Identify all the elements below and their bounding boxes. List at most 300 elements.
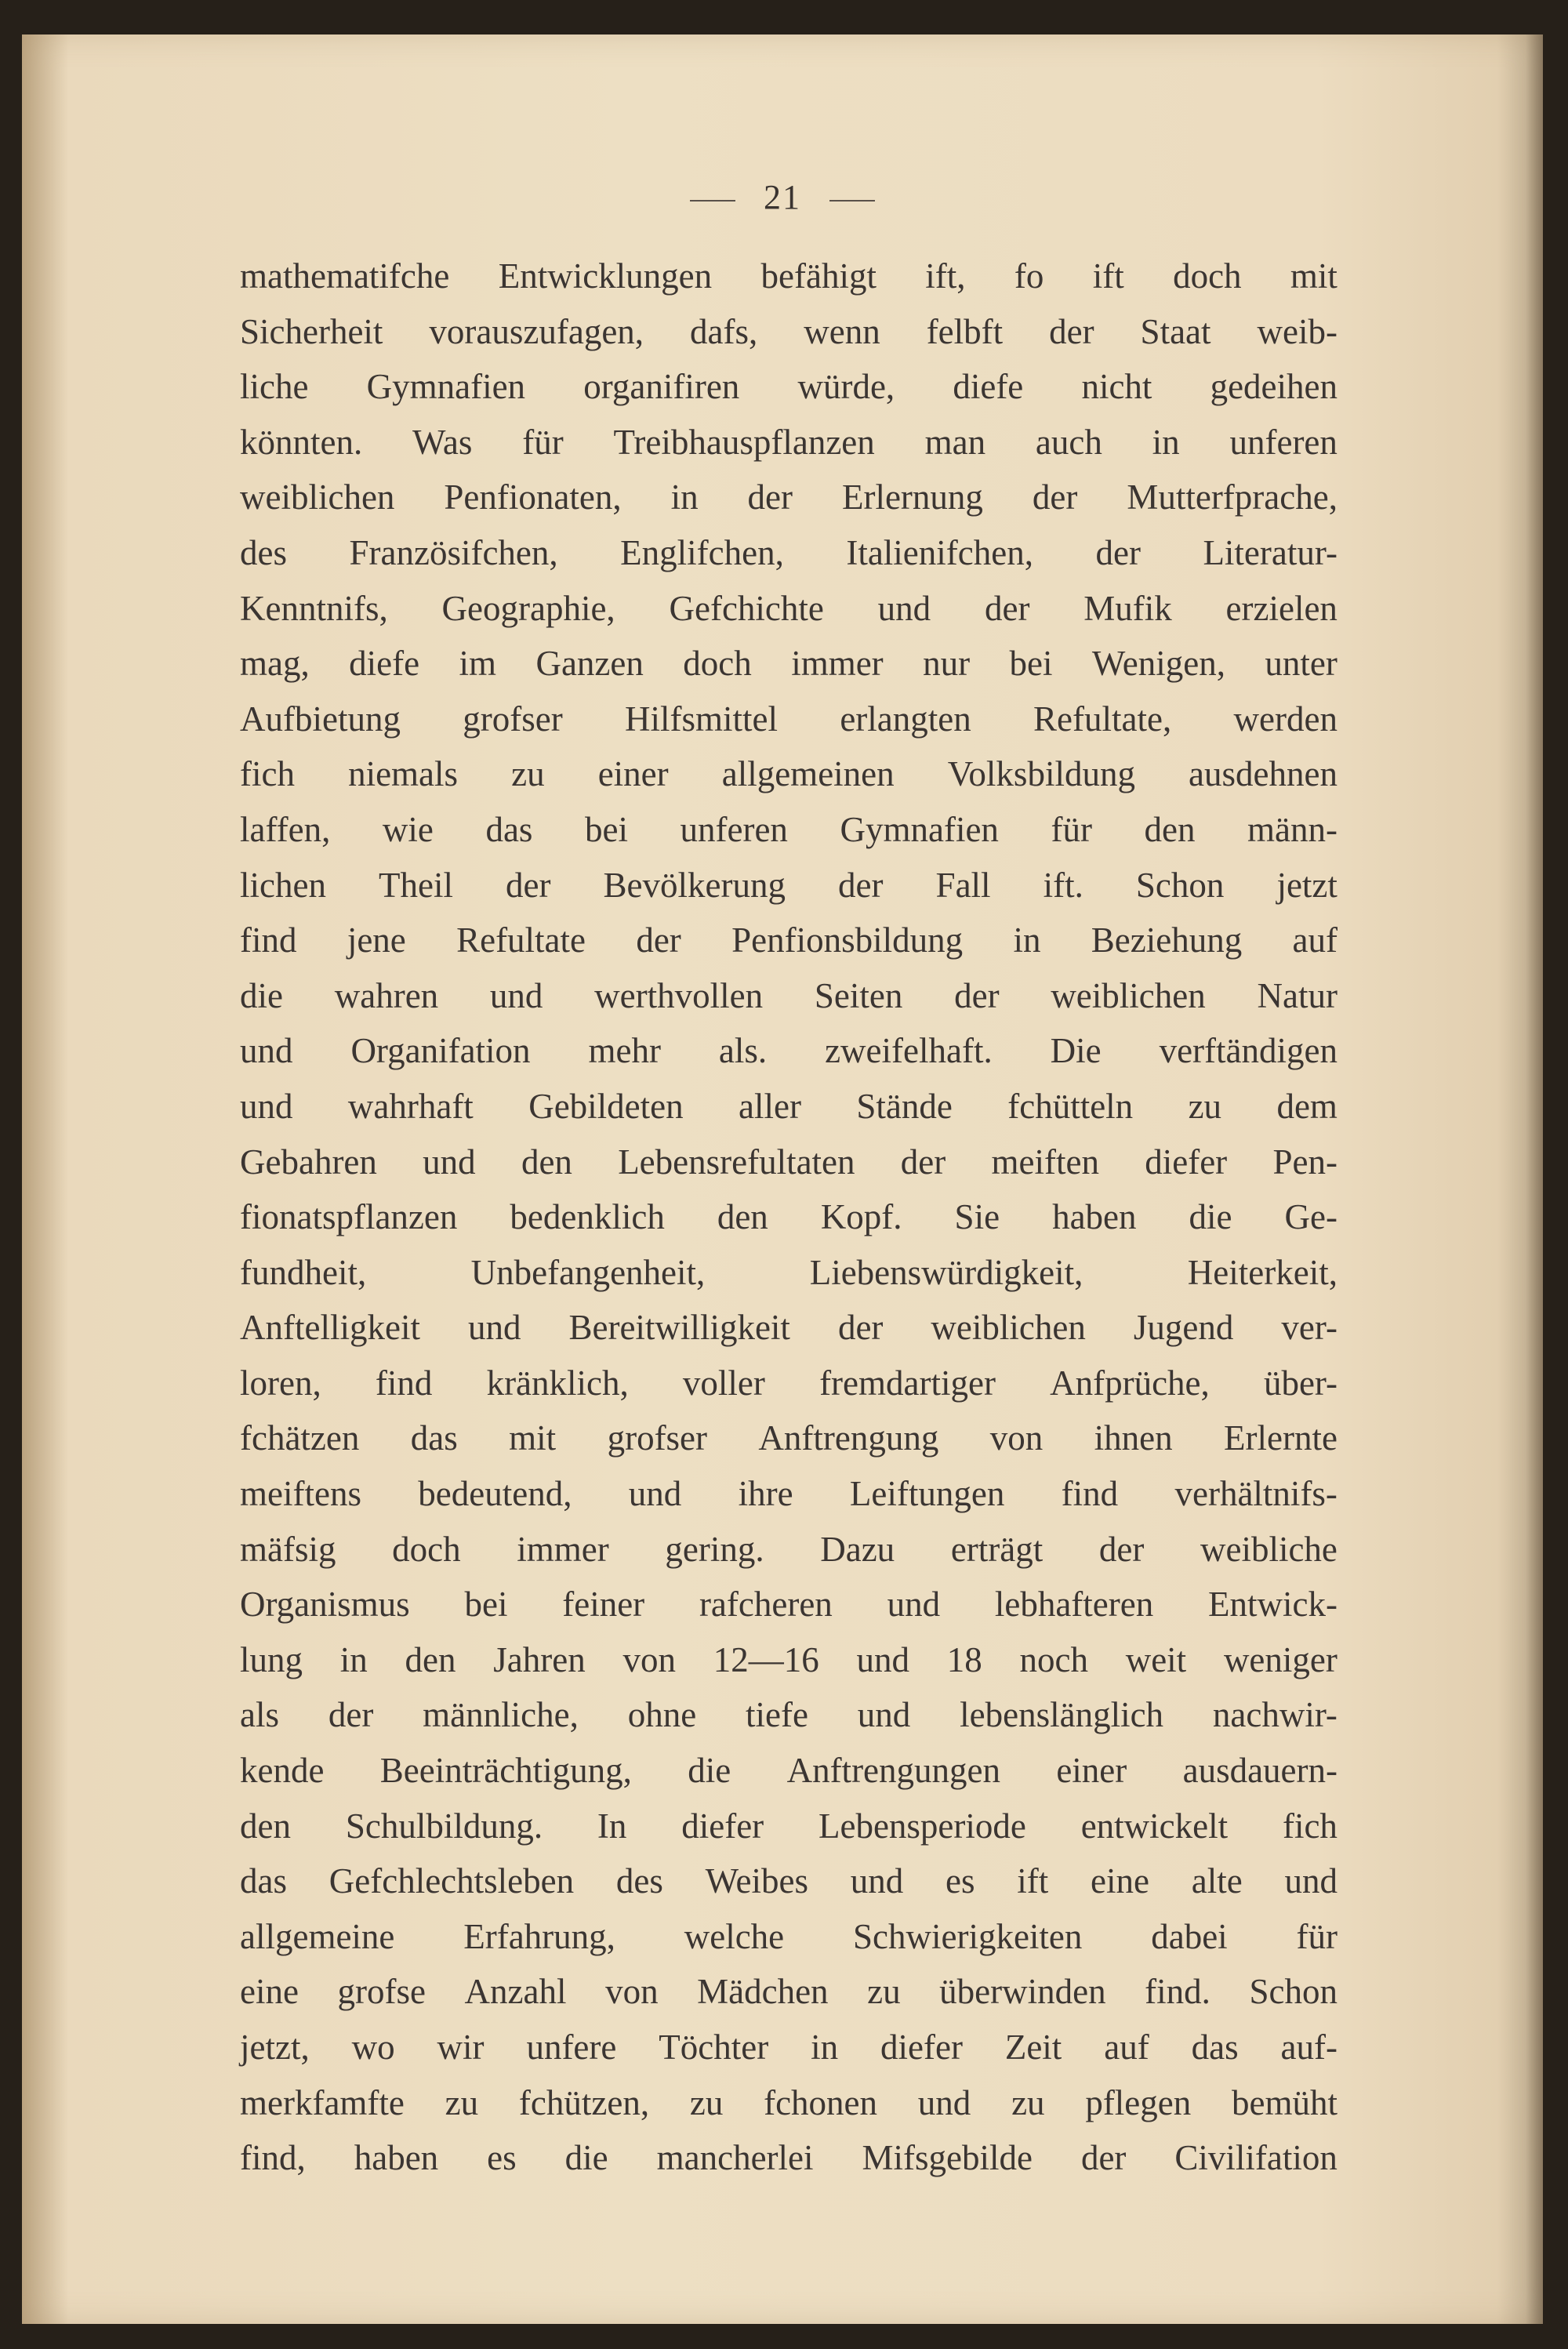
word: der (506, 865, 551, 905)
word: Schon (1249, 1972, 1338, 2012)
word: zu (1188, 1086, 1222, 1126)
word: Beziehung (1091, 920, 1243, 960)
word: Lebensperiode (818, 1806, 1026, 1846)
text-line (240, 1639, 1338, 1695)
word: bedenklich (510, 1197, 665, 1237)
text-line (240, 1252, 1338, 1308)
text-line (240, 1418, 1338, 1473)
word: und (628, 1474, 682, 1514)
text-line (240, 2137, 1338, 2193)
word: dafs, (690, 311, 758, 351)
word: fchütteln (1007, 1086, 1134, 1126)
word: bei (1009, 644, 1053, 684)
word: Töchter (659, 2028, 769, 2067)
word: Schwierigkeiten (852, 1916, 1083, 1956)
word: mit (509, 1418, 557, 1458)
word: unter (1265, 644, 1338, 684)
word: Gymnafien (366, 367, 526, 407)
page-number: 21 (764, 178, 801, 216)
word: Schulbildung. (345, 1806, 543, 1846)
word: für (1051, 809, 1092, 849)
word: erzielen (1225, 588, 1338, 628)
word: Leiftungen (849, 1474, 1005, 1514)
word: mag, (240, 644, 310, 684)
word: Lebensrefultaten (618, 1142, 855, 1182)
text-line (240, 532, 1338, 588)
word: Staat (1140, 311, 1211, 351)
word: fo (1014, 256, 1044, 296)
word: In (597, 1806, 627, 1846)
word: Natur (1257, 975, 1338, 1015)
text-line (240, 1142, 1338, 1197)
word: jene (347, 920, 406, 960)
word: mit (1290, 256, 1338, 296)
word: zu (511, 754, 545, 794)
word: niemals (348, 754, 459, 794)
word: organifiren (583, 367, 740, 407)
text-line (240, 643, 1338, 699)
word: Mufik (1083, 588, 1172, 628)
word: Refultate (456, 920, 586, 960)
word: von (622, 1639, 676, 1679)
word: find (375, 1363, 433, 1403)
text-line (240, 588, 1338, 644)
word: man (924, 422, 986, 462)
word: Refultate, (1033, 699, 1172, 739)
word: Hilfsmittel (625, 699, 779, 739)
word: in (1152, 422, 1180, 462)
word: der (1049, 311, 1094, 351)
word: zu (867, 1972, 901, 2012)
word: doch (392, 1529, 461, 1569)
word: überwinden (939, 1972, 1106, 2012)
word: haben (1052, 1197, 1137, 1237)
word: und (856, 1639, 909, 1679)
word: jetzt, (240, 2028, 310, 2067)
word: Pen- (1272, 1142, 1338, 1182)
word: weniger (1223, 1639, 1338, 1679)
word: Zeit (1004, 2028, 1062, 2067)
word: auf (1292, 920, 1338, 960)
header-dash-left (690, 200, 735, 201)
word: feiner (562, 1585, 645, 1625)
word: für (522, 422, 564, 462)
text-line (240, 1971, 1338, 2027)
word: liche (240, 367, 309, 407)
text-line (240, 975, 1338, 1031)
word: der (1098, 1529, 1145, 1569)
word: Anftrengung (758, 1418, 939, 1458)
word: wo (351, 2028, 395, 2067)
word: vorauszufagen, (429, 311, 644, 351)
word: und (1284, 1861, 1338, 1901)
word: wie (382, 809, 434, 849)
word: in (670, 477, 699, 517)
word: nicht (1081, 367, 1152, 407)
word: unfere (526, 2028, 617, 2067)
text-line (240, 1363, 1338, 1418)
word: ihre (738, 1474, 793, 1514)
word: erträgt (950, 1529, 1044, 1569)
word: ift (1017, 1861, 1049, 1901)
word: alte (1191, 1861, 1243, 1901)
word: weib- (1257, 311, 1338, 351)
word: meiften (991, 1142, 1099, 1182)
word: tiefe (746, 1695, 808, 1735)
word: die (240, 975, 283, 1015)
word: der (636, 920, 681, 960)
word: Anzahl (464, 1972, 567, 2012)
word: Entwicklungen (498, 256, 713, 296)
word: Bereitwilligkeit (568, 1308, 790, 1348)
word: dabei (1151, 1916, 1228, 1956)
word: ift, (925, 256, 966, 296)
word: die (1189, 1197, 1232, 1237)
word: fich (240, 754, 295, 794)
word: fchonen (764, 2082, 878, 2122)
word: nachwir- (1212, 1695, 1338, 1735)
word: des (615, 1861, 663, 1901)
word: Seiten (814, 975, 903, 1015)
word: grofser (463, 699, 563, 739)
word: der (837, 1308, 884, 1348)
word: der (1032, 477, 1078, 517)
word: find (1061, 1474, 1119, 1514)
word: ohne (627, 1695, 697, 1735)
word: im (459, 644, 497, 684)
text-line (240, 809, 1338, 865)
word: weiblichen (1051, 975, 1206, 1015)
word: der (328, 1695, 374, 1735)
word: mäfsig (240, 1529, 336, 1569)
text-line (240, 477, 1338, 532)
word: mehr (588, 1031, 661, 1071)
word: zu (445, 2082, 479, 2122)
word: lebhafteren (994, 1585, 1154, 1625)
word: Mädchen (697, 1972, 829, 2012)
text-line (240, 699, 1338, 754)
word: Jugend (1133, 1308, 1234, 1348)
word: weiblichen (240, 477, 395, 517)
word: find (240, 920, 297, 960)
word: und (240, 1031, 293, 1071)
word: Gymnafien (840, 809, 999, 849)
word: Gefchlechtsleben (328, 1861, 575, 1901)
word: und (887, 1585, 941, 1625)
text-line (240, 1750, 1338, 1806)
word: Erlernte (1224, 1418, 1338, 1458)
word: allgemeinen (721, 754, 895, 794)
word: bemüht (1232, 2082, 1338, 2122)
text-line (240, 1196, 1338, 1252)
word: das (240, 1861, 287, 1901)
word: Aufbietung (240, 699, 401, 739)
text-line (240, 1307, 1338, 1363)
word: es (487, 2138, 517, 2178)
word: männ- (1247, 809, 1338, 849)
word: bedeutend, (418, 1474, 572, 1514)
word: merkfamfte (240, 2082, 405, 2122)
text-line (240, 920, 1338, 975)
word: welche (684, 1916, 785, 1956)
word: Sicherheit (240, 311, 383, 351)
word: den (405, 1639, 456, 1679)
text-line (240, 1584, 1338, 1639)
word: wahren (334, 975, 439, 1015)
word: Civilifation (1174, 2138, 1338, 2178)
word: Stände (856, 1086, 953, 1126)
word: als (240, 1695, 279, 1735)
word: Unbefangenheit, (470, 1252, 706, 1292)
word: Anfprüche, (1050, 1363, 1210, 1403)
word: könnten. (240, 422, 363, 462)
text-line (240, 1529, 1338, 1585)
word: kende (240, 1751, 325, 1791)
word: in (811, 2028, 839, 2067)
word: mathematifche (240, 256, 450, 296)
word: würde, (797, 367, 895, 407)
word: Bevölkerung (603, 865, 786, 905)
text-line (240, 311, 1338, 367)
text-line (240, 422, 1338, 477)
word: Ganzen (535, 644, 644, 684)
word: wahrhaft (347, 1086, 474, 1126)
word: entwickelt (1080, 1806, 1229, 1846)
word: verhältnifs- (1174, 1474, 1338, 1514)
page-number-header (22, 177, 1543, 217)
word: und (917, 2082, 971, 2122)
word: diefe (953, 367, 1024, 407)
word: Treibhauspflanzen (613, 422, 875, 462)
word: bei (464, 1585, 508, 1625)
word: den (521, 1142, 572, 1182)
word: befähigt (760, 256, 877, 296)
word: Dazu (820, 1529, 895, 1569)
word: ausdehnen (1189, 754, 1338, 794)
word: aller (739, 1086, 801, 1126)
word: zu (1011, 2082, 1045, 2122)
word: die (688, 1751, 731, 1791)
word: Englifchen, (620, 532, 784, 572)
word: Kopf. (820, 1197, 902, 1237)
word: fundheit, (240, 1252, 367, 1292)
word: Gebahren (240, 1142, 377, 1182)
word: Anftelligkeit (240, 1308, 420, 1348)
word: find. (1145, 1972, 1210, 2012)
text-line (240, 1473, 1338, 1529)
page-gutter-shadow (22, 34, 69, 2324)
word: diefe (349, 644, 420, 684)
page-edge-shadow (1526, 34, 1543, 2324)
word: Kenntnifs, (240, 588, 388, 628)
word: haben (354, 2138, 439, 2178)
word: zu (689, 2082, 724, 2122)
word: wenn (804, 311, 880, 351)
word: diefer (681, 1806, 764, 1846)
word: Penfionsbildung (731, 920, 964, 960)
word: als. (718, 1031, 768, 1071)
word: Liebenswürdigkeit, (809, 1252, 1083, 1292)
text-line (240, 865, 1338, 920)
word: der (954, 975, 1000, 1015)
word: grofse (337, 1972, 426, 2012)
word: meiftens (240, 1474, 361, 1514)
word: werden (1233, 699, 1338, 739)
word: Geographie, (441, 588, 615, 628)
word: Fall (935, 865, 991, 905)
word: von (605, 1972, 659, 2012)
word: für (1296, 1916, 1338, 1956)
word: Sie (954, 1197, 1000, 1237)
word: lichen (240, 865, 326, 905)
word: Erfahrung, (463, 1916, 615, 1956)
word: grofser (607, 1418, 708, 1458)
word: das (1191, 2028, 1239, 2067)
word: Französifchen, (349, 532, 558, 572)
word: männliche, (423, 1695, 579, 1735)
word: Penfionaten, (444, 477, 622, 517)
word: Organismus (240, 1585, 410, 1625)
word: Organifation (350, 1031, 531, 1071)
word: doch (683, 644, 752, 684)
word: Was (412, 422, 473, 462)
book-page (22, 34, 1543, 2324)
word: in (1013, 920, 1041, 960)
word: gedeihen (1210, 367, 1338, 407)
text-line (240, 2082, 1338, 2138)
word: einer (1056, 1751, 1127, 1791)
word: der (747, 477, 793, 517)
word: weibliche (1200, 1529, 1338, 1569)
word: den (240, 1806, 291, 1846)
word: Schon (1135, 865, 1225, 905)
text-line (240, 1086, 1338, 1142)
word: find, (240, 2138, 306, 2178)
word: Italienifchen, (846, 532, 1033, 572)
word: unferen (680, 809, 788, 849)
word: werthvollen (594, 975, 764, 1015)
text-line (240, 1694, 1338, 1750)
word: Jahren (493, 1639, 586, 1679)
word: fionatspflanzen (240, 1197, 458, 1237)
word: Theil (379, 865, 453, 905)
word: und (489, 975, 543, 1015)
text-line (240, 1806, 1338, 1861)
word: Entwick- (1208, 1585, 1338, 1625)
word: Gefchichte (669, 588, 824, 628)
word: 18 (946, 1639, 982, 1679)
word: Gebildeten (528, 1086, 684, 1126)
word: eine (240, 1972, 299, 2012)
word: der (1080, 2138, 1127, 2178)
word: Ge- (1284, 1197, 1338, 1237)
word: immer (791, 644, 884, 684)
word: die (564, 2138, 608, 2178)
word: Wenigen, (1091, 644, 1225, 684)
text-line (240, 256, 1338, 311)
word: nur (923, 644, 971, 684)
word: auf (1104, 2028, 1149, 2067)
word: kränklich, (486, 1363, 629, 1403)
word: Weibes (705, 1861, 808, 1901)
word: voller (682, 1363, 765, 1403)
word: der (984, 588, 1030, 628)
word: Mutterfprache, (1127, 477, 1338, 517)
word: noch (1019, 1639, 1088, 1679)
word: mancherlei (656, 2138, 814, 2178)
word: und (850, 1861, 904, 1901)
word: Volksbildung (947, 754, 1135, 794)
word: jetzt (1276, 865, 1338, 905)
word: ift. (1043, 865, 1083, 905)
word: auf- (1280, 2028, 1338, 2067)
word: pflegen (1085, 2082, 1192, 2122)
word: eine (1091, 1861, 1149, 1901)
word: weit (1125, 1639, 1187, 1679)
word: Die (1050, 1031, 1102, 1071)
text-line (240, 1861, 1338, 1916)
word: dem (1276, 1086, 1338, 1126)
word: fchützen, (518, 2082, 650, 2122)
word: fich (1282, 1806, 1338, 1846)
word: felbft (926, 311, 1004, 351)
word: loren, (240, 1363, 321, 1403)
word: doch (1173, 256, 1242, 296)
word: in (339, 1639, 368, 1679)
word: fchätzen (240, 1418, 360, 1458)
word: lebenslänglich (960, 1695, 1164, 1735)
word: verftändigen (1159, 1031, 1338, 1071)
word: ausdauern- (1182, 1751, 1338, 1791)
word: 12—16 (713, 1639, 819, 1679)
word: auch (1035, 422, 1102, 462)
word: und (877, 588, 931, 628)
word: rafcheren (699, 1585, 833, 1625)
word: das (410, 1418, 458, 1458)
word: und (857, 1695, 911, 1735)
word: der (838, 865, 884, 905)
word: den (717, 1197, 768, 1237)
word: lung (240, 1639, 303, 1679)
header-dash-right (829, 200, 875, 201)
word: fremdartiger (819, 1363, 996, 1403)
word: Literatur- (1203, 532, 1338, 572)
word: über- (1263, 1363, 1338, 1403)
word: das (485, 809, 533, 849)
word: weiblichen (931, 1308, 1086, 1348)
word: laffen, (240, 809, 331, 849)
word: bei (584, 809, 628, 849)
word: einer (597, 754, 669, 794)
word: diefer (880, 2028, 963, 2067)
word: ver- (1281, 1308, 1338, 1348)
word: zweifelhaft. (825, 1031, 993, 1071)
word: wir (437, 2028, 485, 2067)
word: Beeinträchtigung, (379, 1751, 632, 1791)
word: gering. (665, 1529, 764, 1569)
word: allgemeine (240, 1916, 395, 1956)
word: ihnen (1094, 1418, 1173, 1458)
word: der (1095, 532, 1141, 572)
word: Heiterkeit, (1187, 1252, 1338, 1292)
word: erlangten (840, 699, 971, 739)
text-line (240, 2027, 1338, 2082)
word: Erlernung (841, 477, 983, 517)
word: und (240, 1086, 293, 1126)
text-line (240, 1030, 1338, 1086)
word: von (989, 1418, 1044, 1458)
text-line (240, 366, 1338, 422)
